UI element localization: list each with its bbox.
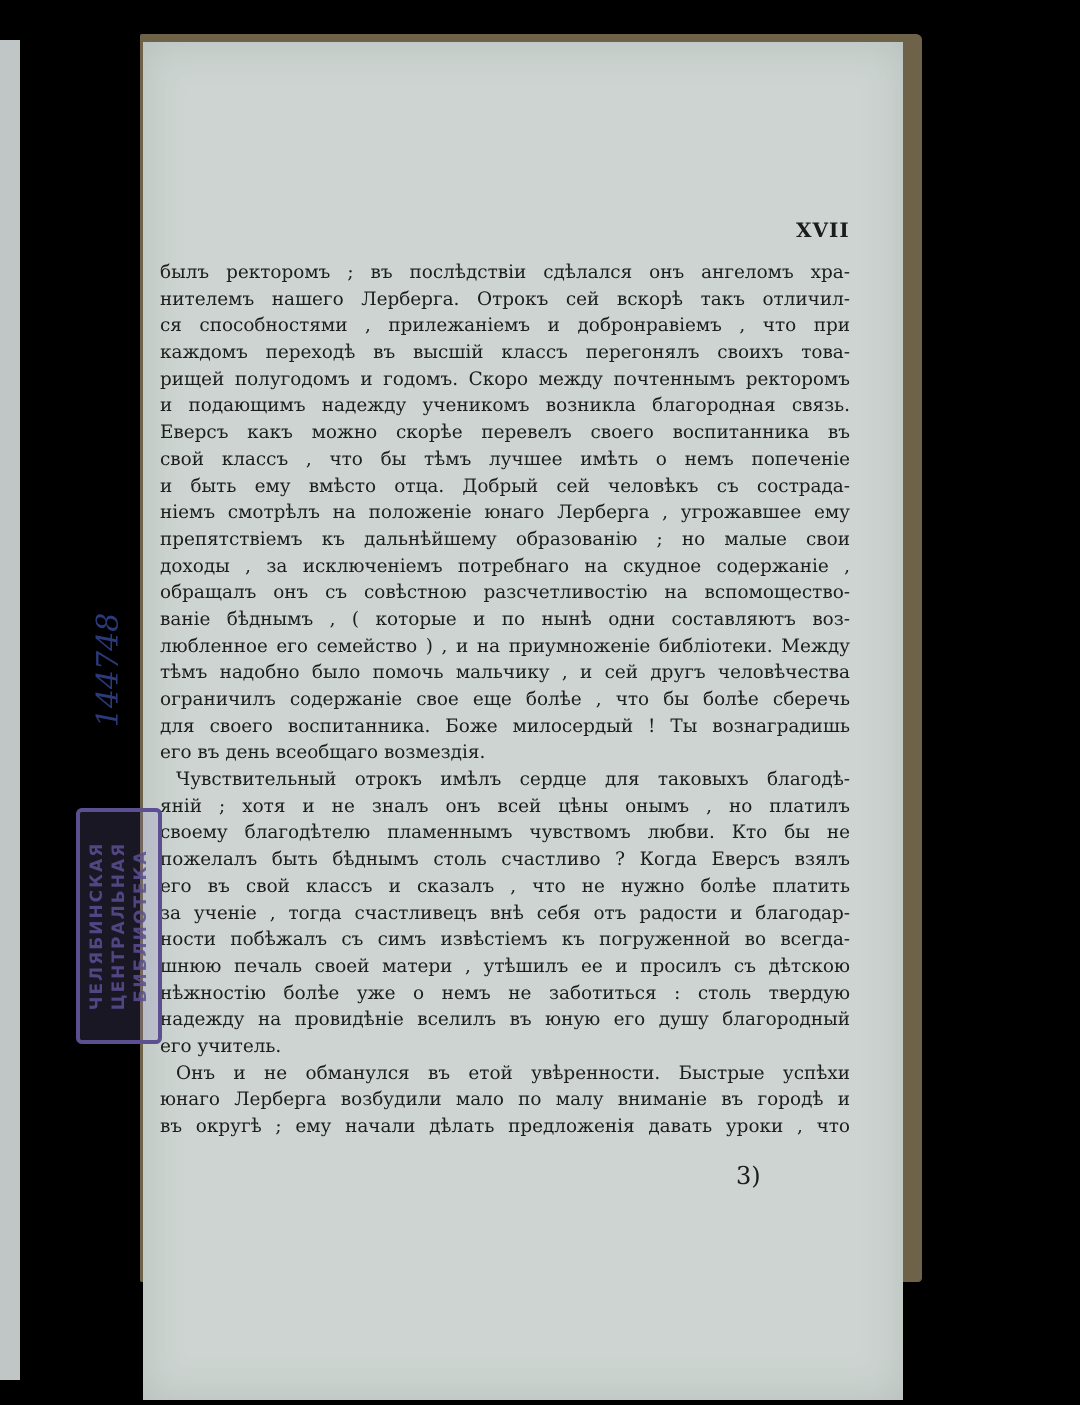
text-line: нѣжностію болѣе уже о немъ не заботиться : столь твердую	[160, 982, 850, 1004]
text-line: его въ свой классъ и сказалъ , что не нужно болѣе платить	[160, 875, 850, 897]
text-line: Еверсъ какъ можно скорѣе перевелъ своего воспитанника въ	[160, 422, 850, 444]
stamp-line: ЧЕЛЯБИНСКАЯ	[87, 841, 107, 1011]
library-stamp	[76, 808, 162, 1044]
text-line: ваніе бѣднымъ , ( которые и по нынѣ одни составляютъ воз-	[160, 608, 850, 630]
text-line: ся способностями , прилежаніемъ и добронравіемъ , что при	[160, 315, 850, 337]
stamp-line: БИБЛИОТЕКА	[131, 849, 151, 1003]
text-line: тѣмъ надобно было помочь мальчику , и сей другъ человѣчества	[160, 662, 850, 684]
text-line: свой классъ , что бы тѣмъ лучшее имѣть о немъ попеченіе	[160, 448, 850, 470]
signature-mark: 3)	[736, 1162, 761, 1190]
text-line: его въ день всеобщаго возмездія.	[160, 742, 486, 764]
text-line: нителемъ нашего Лерберга. Отрокъ сей вскорѣ такъ отличил-	[160, 288, 850, 310]
text-line: въ округѣ ; ему начали дѣлать предложенія давать уроки , что	[160, 1116, 850, 1137]
text-line: для своего воспитанника. Боже милосердый ! Ты вознаградишь	[160, 715, 850, 737]
text-line: и подающимъ надежду ученикомъ возникла благородная связь.	[160, 395, 850, 417]
text-line: препятствіемъ къ дальнѣйшему образованію ; но малые свои	[160, 528, 850, 550]
text-line: яній ; хотя и не зналъ онъ всей цѣны онымъ , но платилъ	[160, 795, 850, 817]
text-line: за ученіе , тогда счастливецъ внѣ себя отъ радости и благодар-	[160, 902, 850, 924]
text-line: шнюю печаль своей матери , утѣшилъ ее и просилъ съ дѣтскою	[160, 955, 850, 977]
text-line: ніемъ смотрѣлъ на положеніе юнаго Лерберга , угрожавшее ему	[160, 502, 850, 524]
text-line: пожелалъ быть бѣднымъ столь счастливо ? Когда Еверсъ взялъ	[160, 849, 850, 871]
text-line: рищей полугодомъ и годомъ. Скоро между почтеннымъ ректоромъ	[160, 368, 850, 390]
stamp-line: ЦЕНТРАЛЬНАЯ	[109, 841, 129, 1011]
text-line: ограничилъ содержаніе свое еще болѣе , что бы болѣе сберечь	[160, 689, 850, 710]
page-number: XVII	[796, 218, 850, 242]
text-line: былъ ректоромъ ; въ послѣдствіи сдѣлался онъ ангеломъ хра-	[160, 262, 850, 283]
text-line: надежду на провидѣніе вселилъ въ юную его душу благородный	[160, 1009, 850, 1031]
text-line: каждомъ переходѣ въ высшій классъ перегонялъ своихъ това-	[160, 342, 850, 364]
stamp-text	[86, 811, 152, 1041]
body-text	[160, 260, 850, 1141]
text-line: любленное его семейство ) , и на приумноженіе библіотеки. Между	[160, 635, 850, 657]
handwritten-inventory-number: 144748	[90, 612, 126, 728]
text-line: Онъ и не обманулся въ етой увѣренности. Быстрые успѣхи	[176, 1062, 850, 1084]
text-line: юнаго Лерберга возбудили мало по малу вниманіе въ городѣ и	[160, 1089, 850, 1111]
text-line: обращалъ онъ съ совѣстною разсчетливостію на вспомоществo-	[160, 582, 850, 604]
text-line: своему благодѣтелю пламеннымъ чувствомъ любви. Кто бы не	[160, 822, 850, 844]
text-line: доходы , за исключеніемъ потребнаго на скудное содержаніе ,	[160, 555, 850, 577]
text-line: ности побѣжалъ съ симъ извѣстіемъ къ погруженной во всегда-	[160, 929, 850, 951]
text-line: и быть ему вмѣсто отца. Добрый сей человѣкъ съ сострада-	[160, 475, 850, 497]
previous-page-edge	[0, 40, 20, 1380]
text-line: Чувствительный отрокъ имѣлъ сердце для таковыхъ благодѣ-	[176, 769, 850, 791]
text-line: его учитель.	[160, 1035, 282, 1057]
